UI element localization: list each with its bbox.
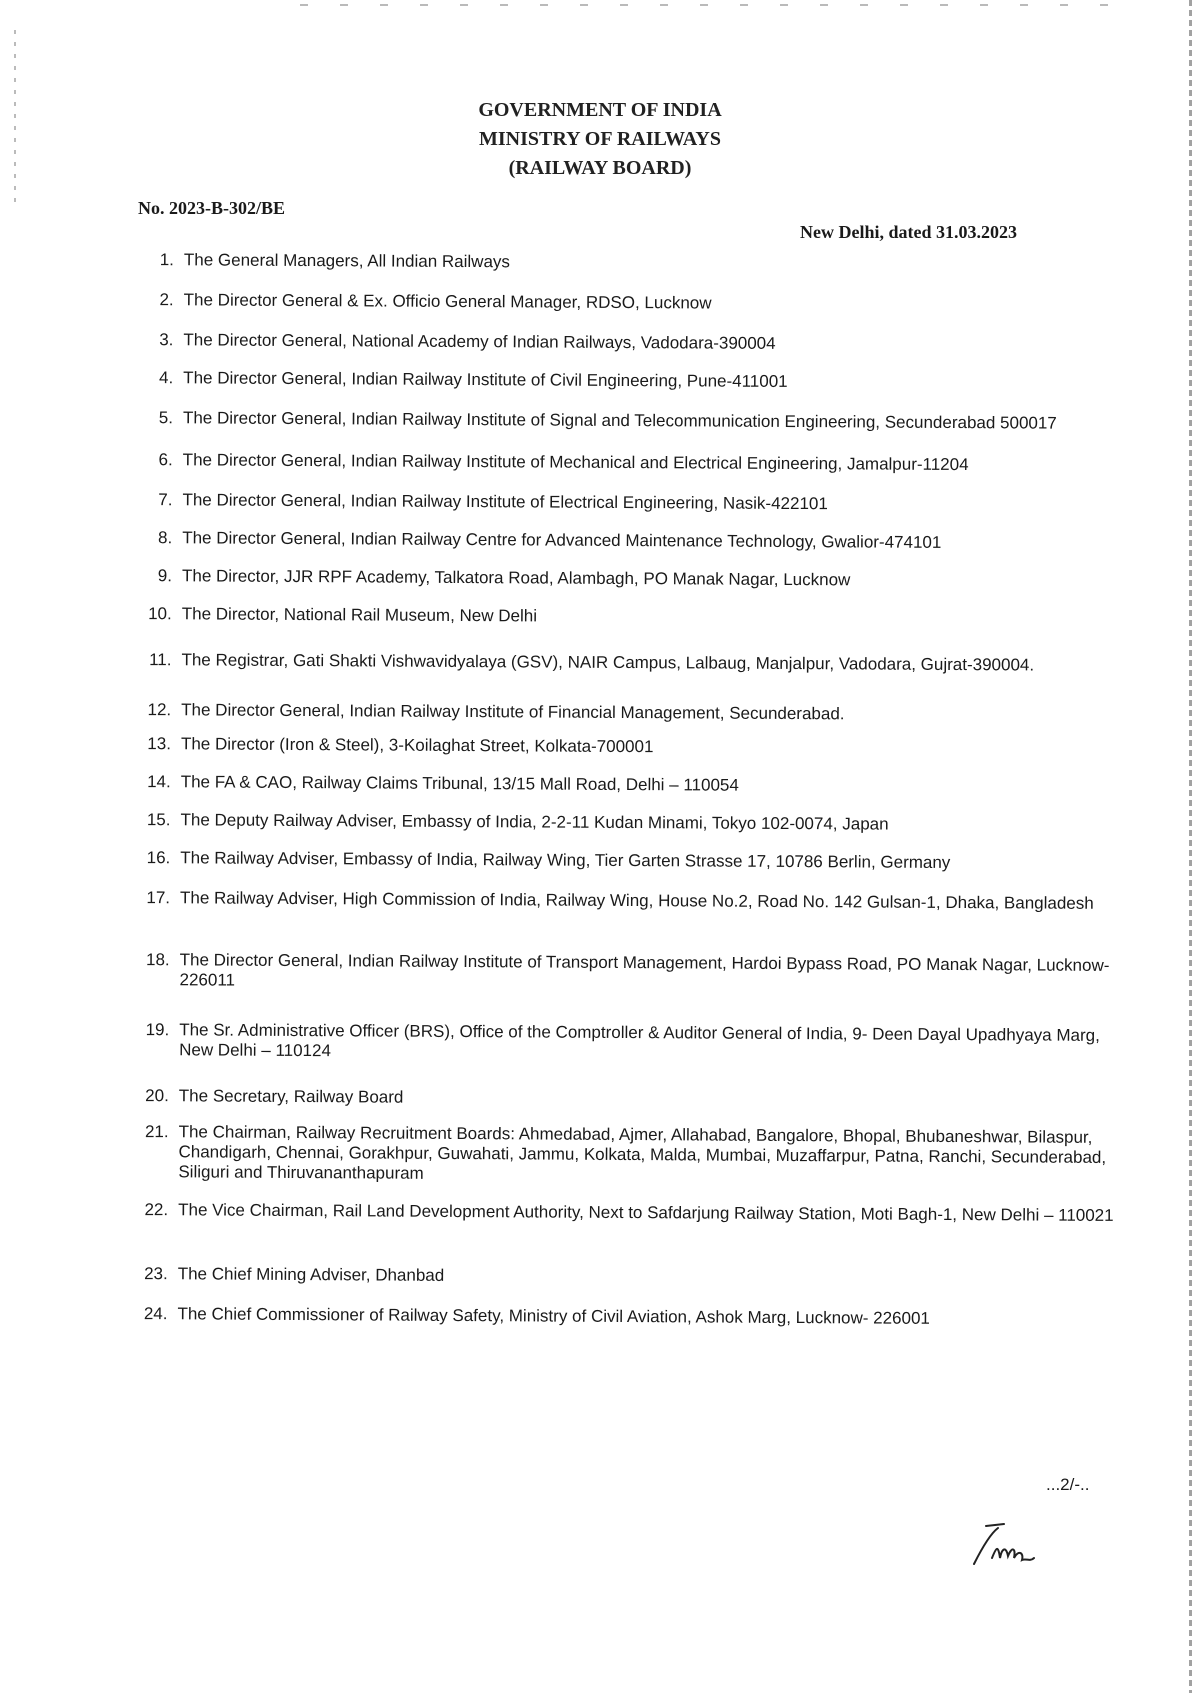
date-line: New Delhi, dated 31.03.2023 xyxy=(800,222,1017,242)
recipient-number: 3. xyxy=(159,330,174,350)
recipient-text: The Director General, Indian Railway Institute of Financial Management, Secunderabad. xyxy=(181,700,845,724)
recipient-text: The Railway Adviser, Embassy of India, Railway Wing, Tier Garten Strasse 17, 10786 Berlin, Germany xyxy=(180,848,951,872)
recipient-number: 1. xyxy=(159,250,174,270)
scan-artifact-right xyxy=(1189,0,1192,1693)
recipient-text: The FA & CAO, Railway Claims Tribunal, 13/15 Mall Road, Delhi – 110054 xyxy=(180,772,739,795)
recipient-list xyxy=(136,250,1146,1328)
recipient-text: The General Managers, All Indian Railways xyxy=(183,250,510,272)
recipient-number: 4. xyxy=(158,368,174,388)
recipient-item xyxy=(133,734,1133,760)
recipient-item xyxy=(131,950,1131,996)
recipient-number: 8. xyxy=(157,528,173,548)
recipient-number: 6. xyxy=(158,450,173,470)
letterhead-line-board: (RAILWAY BOARD) xyxy=(508,157,692,179)
recipient-item xyxy=(130,1264,1130,1290)
recipient-text: The Director General, Indian Railway Institute of Transport Management, Hardoi Bypass Road, PO Manak Nagar, Lucknow-226011 xyxy=(179,950,1110,990)
recipient-number: 9. xyxy=(157,566,173,586)
recipient-number: 20. xyxy=(145,1086,169,1106)
recipient-number: 21. xyxy=(144,1122,169,1142)
recipient-item xyxy=(133,700,1133,726)
recipient-text: The Director General & Ex. Officio General Manager, RDSO, Lucknow xyxy=(183,290,712,313)
recipient-item xyxy=(135,450,1135,476)
recipient-item xyxy=(134,566,1134,592)
recipient-number: 23. xyxy=(144,1264,168,1284)
recipient-text: The Railway Adviser, High Commission of India, Railway Wing, House No.2, Road No. 142 Gulsan-1, Dhaka, Bangladesh xyxy=(179,888,1094,913)
recipient-number: 22. xyxy=(144,1200,169,1220)
reference-number: No. 2023-B-302/BE xyxy=(138,198,286,218)
letterhead-line-government: GOVERNMENT OF INDIA xyxy=(478,99,722,121)
recipient-text: The Registrar, Gati Shakti Vishwavidyalaya (GSV), NAIR Campus, Lalbaug, Manjalpur, Vadodara, Gujrat-390004. xyxy=(181,650,1035,675)
recipient-item xyxy=(134,490,1134,516)
recipient-number: 12. xyxy=(147,700,172,720)
recipient-item xyxy=(131,1020,1131,1066)
recipient-text: The Director (Iron & Steel), 3-Koilaghat Street, Kolkata-700001 xyxy=(180,734,654,757)
recipient-item xyxy=(136,290,1136,316)
recipient-text: The Deputy Railway Adviser, Embassy of India, 2-2-11 Kudan Minami, Tokyo 102-0074, Japan xyxy=(180,810,889,834)
recipient-item xyxy=(133,642,1133,684)
recipient-item xyxy=(135,330,1135,356)
recipient-item xyxy=(131,1086,1131,1112)
recipient-text: The Director General, Indian Railway Institute of Electrical Engineering, Nasik-422101 xyxy=(182,490,828,514)
recipient-number: 10. xyxy=(148,604,172,624)
recipient-item xyxy=(130,1122,1130,1188)
recipient-number: 18. xyxy=(145,950,170,970)
recipient-item xyxy=(136,250,1136,276)
continuation-mark: ...2/-.. xyxy=(1046,1475,1090,1494)
recipient-text: The Director, JJR RPF Academy, Talkatora Road, Alambagh, PO Manak Nagar, Lucknow xyxy=(181,566,851,590)
recipient-number: 14. xyxy=(147,772,171,792)
recipient-item xyxy=(134,528,1134,554)
recipient-text: The Director General, National Academy of Indian Railways, Vadodara-390004 xyxy=(183,330,776,353)
signature-icon xyxy=(968,1518,1048,1578)
recipient-item xyxy=(135,368,1135,394)
recipient-item xyxy=(135,408,1135,434)
recipient-item xyxy=(132,810,1132,836)
recipient-number: 17. xyxy=(146,888,171,908)
letterhead xyxy=(420,96,780,183)
recipient-number: 16. xyxy=(146,848,171,868)
recipient-text: The Director General, Indian Railway Centre for Advanced Maintenance Technology, Gwalior-474101 xyxy=(182,528,942,552)
recipient-text: The Director General, Indian Railway Institute of Signal and Telecommunication Engineering, Secunderabad 500017 xyxy=(182,408,1057,433)
recipient-number: 11. xyxy=(149,650,172,670)
recipient-text: The Director General, Indian Railway Institute of Civil Engineering, Pune-411001 xyxy=(183,368,788,391)
recipient-text: The Secretary, Railway Board xyxy=(178,1086,404,1107)
recipient-text: The Sr. Administrative Officer (BRS), Office of the Comptroller & Auditor General of India, 9- Deen Dayal Upadhyaya Marg, New Delhi – 110124 xyxy=(179,1020,1100,1061)
recipient-number: 5. xyxy=(158,408,174,428)
recipient-text: The Director General, Indian Railway Institute of Mechanical and Electrical Engineering, Jamalpur-11204 xyxy=(182,450,969,475)
recipient-number: 2. xyxy=(159,290,174,310)
recipient-number: 7. xyxy=(158,490,173,510)
scan-artifact-left xyxy=(14,30,16,210)
recipient-text: The Vice Chairman, Rail Land Development Authority, Next to Safdarjung Railway Station, Moti Bagh-1, New Delhi – 110021 xyxy=(178,1200,1114,1225)
scan-artifact-top xyxy=(300,4,1120,6)
recipient-number: 15. xyxy=(146,810,171,830)
recipient-item xyxy=(129,1304,1129,1330)
recipient-item xyxy=(134,604,1134,630)
recipient-text: The Chief Commissioner of Railway Safety, Ministry of Civil Aviation, Ashok Marg, Lucknow- 226001 xyxy=(177,1304,930,1328)
recipient-text: The Director, National Rail Museum, New Delhi xyxy=(181,604,538,626)
recipient-item xyxy=(132,888,1132,914)
recipient-item xyxy=(133,772,1133,798)
recipient-text: The Chairman, Railway Recruitment Boards: Ahmedabad, Ajmer, Allahabad, Bangalore, Bhopal, Bhubaneshwar, Bilaspur, Chandigarh, Chennai, Gorakhpur, Guwahati, Jammu, Kolkata, Malda, Mumbai, Muzaffarpur, Patna, Ranchi, Secunderabad, Siliguri and Thiruvananthapuram xyxy=(178,1122,1107,1183)
recipient-item xyxy=(132,848,1132,874)
recipient-item xyxy=(130,1200,1130,1226)
recipient-number: 24. xyxy=(143,1304,168,1324)
letterhead-line-ministry: MINISTRY OF RAILWAYS xyxy=(479,128,721,150)
recipient-number: 19. xyxy=(145,1020,170,1040)
recipient-text: The Chief Mining Adviser, Dhanbad xyxy=(177,1264,445,1285)
recipient-number: 13. xyxy=(147,734,172,754)
